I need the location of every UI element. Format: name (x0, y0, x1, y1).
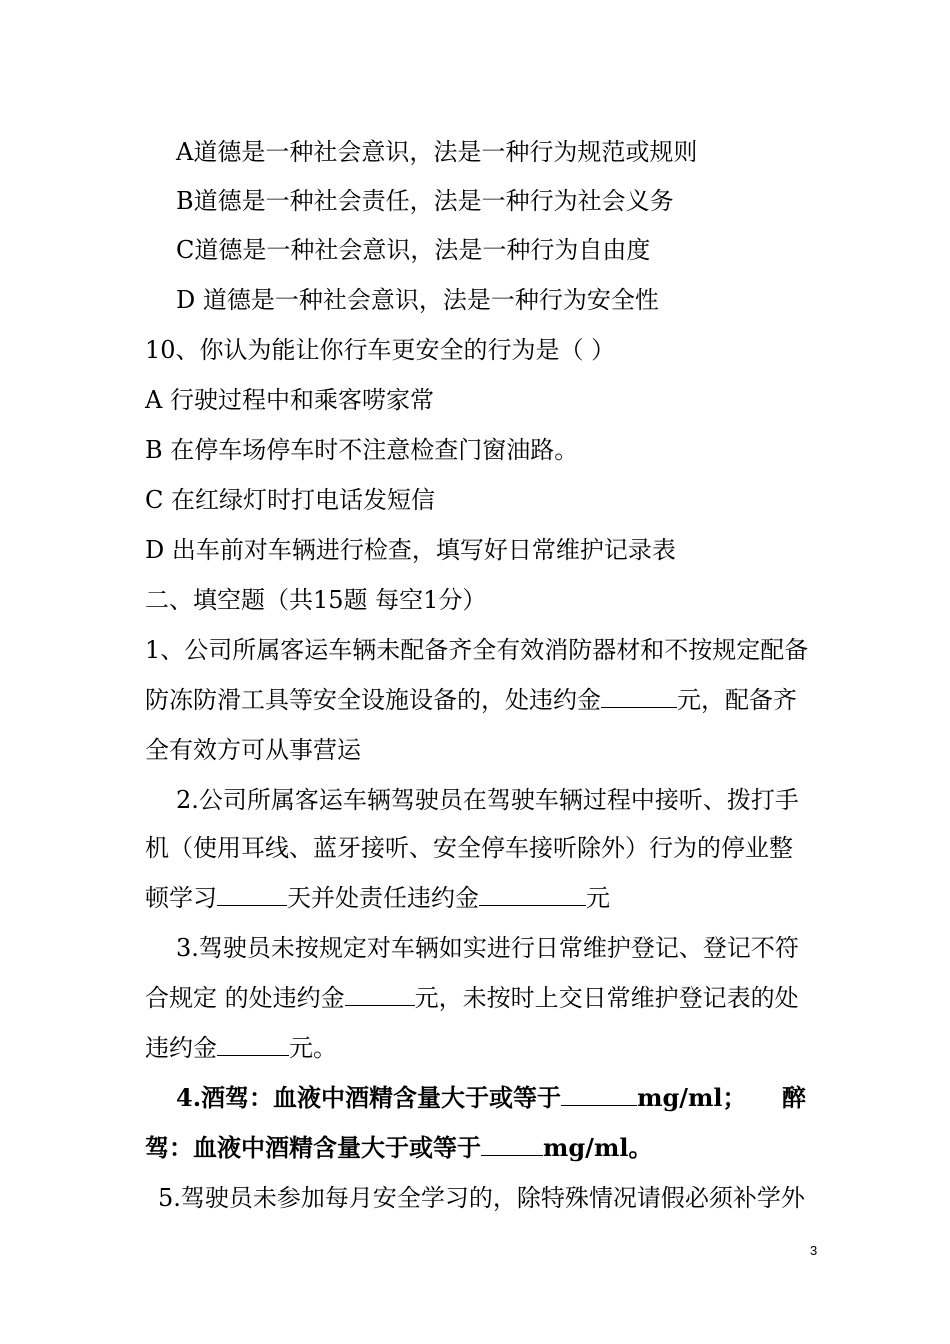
section-title: 二、填空题（共15题 每空1分） (145, 586, 487, 614)
answer-blank (217, 883, 287, 906)
answer-blank (217, 1033, 289, 1056)
fill-q4-line1-end: 醉 (782, 1083, 806, 1112)
q9-option-d: D 道德是一种社会意识，法是一种行为安全性 (176, 286, 659, 314)
q10-option-a: A 行驶过程中和乘客唠家常 (145, 386, 434, 414)
answer-blank (479, 883, 586, 906)
q10-option-c: C 在红绿灯时打电话发短信 (145, 486, 435, 514)
fill-q3-line2: 合规定 的处违约金 元，未按时上交日常维护登记表的处 (145, 984, 799, 1012)
fill-q4-line2: 驾：血液中酒精含量大于或等于 mg/ml。 (145, 1133, 653, 1162)
q9-option-b: B道德是一种社会责任，法是一种行为社会义务 (176, 187, 674, 215)
fill-q3-line3: 违约金 元。 (145, 1034, 337, 1062)
fill-q2-line2: 机（使用耳线、蓝牙接听、安全停车接听除外）行为的停业整 (145, 834, 793, 862)
fill-q1-line2: 防冻防滑工具等安全设施设备的，处违约金 元，配备齐 (145, 686, 797, 714)
answer-blank (345, 983, 415, 1006)
fill-q1-line1: 1、公司所属客运车辆未配备齐全有效消防器材和不按规定配备 (145, 636, 809, 664)
answer-blank (481, 1133, 543, 1156)
answer-blank (561, 1083, 637, 1106)
fill-q2-line1: 2.公司所属客运车辆驾驶员在驾驶车辆过程中接听、拨打手 (176, 786, 799, 814)
q10-option-d: D 出车前对车辆进行检查，填写好日常维护记录表 (145, 536, 676, 564)
q9-option-a: A道德是一种社会意识，法是一种行为规范或规则 (176, 138, 698, 166)
answer-blank (601, 685, 677, 708)
q9-option-c: C道德是一种社会意识，法是一种行为自由度 (176, 236, 651, 264)
fill-q4-line1: 4.酒驾：血液中酒精含量大于或等于 mg/ml； (176, 1083, 747, 1112)
fill-q1-line3: 全有效方可从事营运 (145, 736, 361, 764)
fill-q2-line3: 顿学习 天并处责任违约金 元 (145, 884, 610, 912)
page-number: 3 (810, 1243, 818, 1258)
fill-q3-line1: 3.驾驶员未按规定对车辆如实进行日常维护登记、登记不符 (176, 934, 799, 962)
q10-question: 10、你认为能让你行车更安全的行为是（ ） (145, 336, 616, 364)
q10-option-b: B 在停车场停车时不注意检查门窗油路。 (145, 436, 579, 464)
fill-q5-line1: 5.驾驶员未参加每月安全学习的，除特殊情况请假必须补学外 (158, 1184, 805, 1212)
